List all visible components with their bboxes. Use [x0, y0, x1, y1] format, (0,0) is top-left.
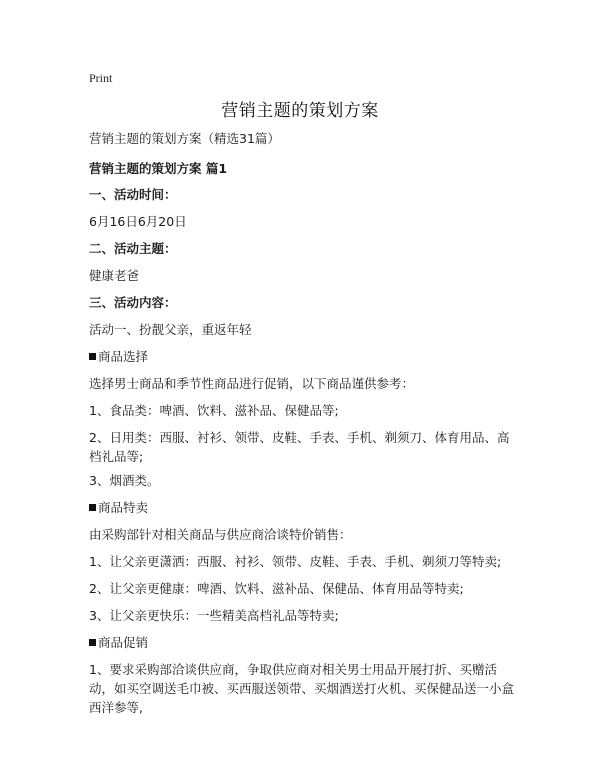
special-intro: 由采购部针对相关商品与供应商洽谈特价销售： — [89, 527, 352, 542]
bullet-square-icon — [89, 639, 96, 646]
list-item-food: 1、食品类：啤酒、饮料、滋补品、保健品等; — [89, 403, 339, 418]
bullet-label: 商品选择 — [98, 349, 149, 364]
selection-intro: 选择男士商品和季节性商品进行促销，以下商品谨供参考： — [89, 376, 415, 391]
heading-activity-content: 三、活动内容： — [89, 295, 177, 310]
activity-theme: 健康老爸 — [89, 268, 140, 283]
bullet-promotion — [89, 634, 148, 652]
promotion-item-1: 1、要求采购部洽谈供应商，争取供应商对相关男士用品开展打折、买赠活动，如买空调送毛巾被、买西服送领带、买烟酒送打火机、买保健品送一小盒西洋参等, — [89, 662, 515, 715]
bullet-label: 商品特卖 — [98, 500, 149, 515]
document-title: 营销主题的策划方案 — [221, 101, 379, 121]
section-title: 营销主题的策划方案 篇1 — [89, 161, 228, 176]
bullet-label: 商品促销 — [98, 635, 149, 650]
list-item-daily: 2、日用类：西服、衬衫、领带、皮鞋、手表、手机、剃须刀、体育用品、高档礼品等; — [89, 430, 510, 464]
special-item-2: 2、让父亲更健康：啤酒、饮料、滋补品、保健品、体育用品等特卖; — [89, 581, 464, 596]
bullet-square-icon — [89, 504, 96, 511]
special-item-3: 3、让父亲更快乐：一些精美高档礼品等特卖; — [89, 608, 339, 623]
activity-date: 6月16日6月20日 — [89, 214, 187, 229]
bullet-square-icon — [89, 353, 96, 360]
special-item-1: 1、让父亲更潇洒：西服、衬衫、领带、皮鞋、手表、手机、剃须刀等特卖; — [89, 554, 502, 569]
bullet-special-sale — [89, 499, 148, 517]
list-item-tobacco: 3、烟酒类。 — [89, 473, 160, 488]
print-label: Print — [89, 71, 113, 85]
document-subtitle: 营销主题的策划方案（精选31篇） — [89, 131, 280, 146]
heading-activity-time: 一、活动时间： — [89, 187, 177, 202]
heading-activity-theme: 二、活动主题： — [89, 241, 177, 256]
bullet-product-selection — [89, 348, 148, 366]
activity-one: 活动一、扮靓父亲，重返年轻 — [89, 322, 252, 337]
